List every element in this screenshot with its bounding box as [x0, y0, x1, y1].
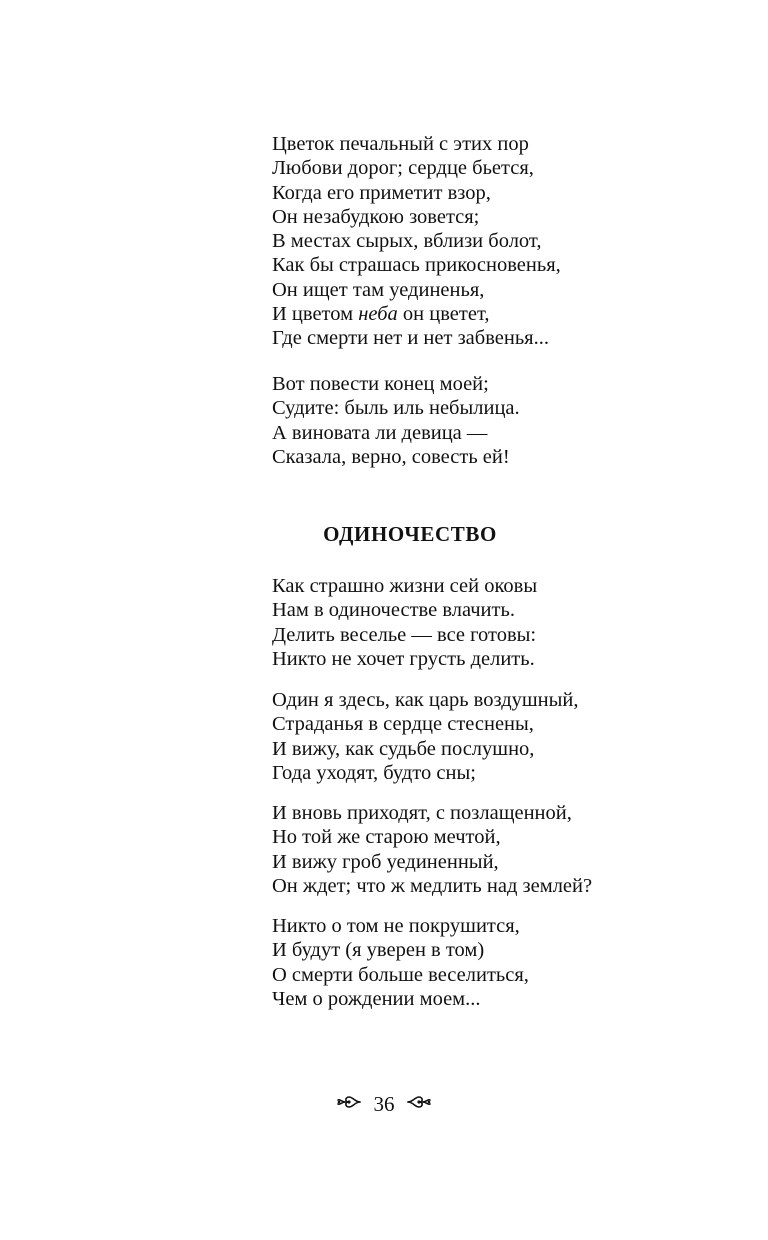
verse-line: Но той же старою мечтой,	[272, 826, 501, 849]
verse-line: Никто о том не покрушится,	[272, 915, 520, 937]
verse-line: А виновата ли девица —	[272, 421, 488, 444]
verse-line: И будут (я уверен в том)	[272, 939, 485, 962]
italic-word: неба	[358, 303, 398, 326]
verse-line: О смерти больше веселиться,	[272, 963, 529, 986]
verse-line: Нам в одиночестве влачить.	[272, 599, 515, 622]
verse-fragment: И цветом	[272, 303, 359, 326]
stanza	[272, 372, 520, 469]
page-folio	[0, 1089, 768, 1117]
poem-stanza-2	[272, 688, 579, 785]
verse-line: Никто не хочет грусть делить.	[272, 647, 535, 670]
poem-stanza-4	[272, 914, 529, 1011]
verse-line: Где смерти нет и нет забвенья...	[272, 327, 549, 350]
poem-stanza-3	[272, 801, 592, 898]
page-number: 36	[373, 1092, 395, 1117]
verse-line: Когда его приметит взор,	[272, 181, 491, 204]
verse-line: Он незабудкою зовется;	[272, 205, 480, 228]
verse-line: Судите: быль иль небылица.	[272, 397, 520, 420]
verse-line: Один я здесь, как царь воздушный,	[272, 689, 579, 711]
verse-line: Вот повести конец моей;	[272, 373, 489, 395]
poem-stanza-1	[272, 574, 537, 671]
verse-line: И вижу, как судьбе послушно,	[272, 737, 535, 760]
verse-line: Сказала, верно, совесть ей!	[272, 445, 510, 468]
poem-title: ОДИНОЧЕСТВО	[323, 522, 497, 546]
stanza	[272, 132, 561, 351]
verse-line: Любови дорог; сердце бьется,	[272, 157, 534, 180]
verse-line: Он ждет; что ж медлить над землей?	[272, 874, 593, 897]
verse-line: Как бы страшась прикосновенья,	[272, 254, 561, 277]
verse-fragment: он цветет,	[397, 303, 490, 326]
fleuron-icon	[406, 1091, 432, 1117]
verse-line: В местах сырых, вблизи болот,	[272, 230, 542, 253]
verse-line: Он ищет там уединенья,	[272, 278, 485, 301]
verse-line	[272, 302, 561, 326]
verse-line: Страданья в сердце стеснены,	[272, 713, 534, 736]
verse-line: Чем о рождении моем...	[272, 987, 481, 1010]
verse-line: Цветок печальный с этих пор	[272, 133, 529, 155]
verse-line: И вновь приходят, с позлащенной,	[272, 802, 572, 824]
poem-continuation-final-stanza	[272, 372, 520, 469]
fleuron-icon	[336, 1091, 362, 1117]
verse-line: И вижу гроб уединенный,	[272, 850, 499, 873]
verse-line: Делить веселье — все готовы:	[272, 623, 537, 646]
poem-continuation	[272, 132, 561, 351]
verse-line: Года уходят, будто сны;	[272, 761, 476, 784]
verse-line: Как страшно жизни сей оковы	[272, 575, 538, 597]
